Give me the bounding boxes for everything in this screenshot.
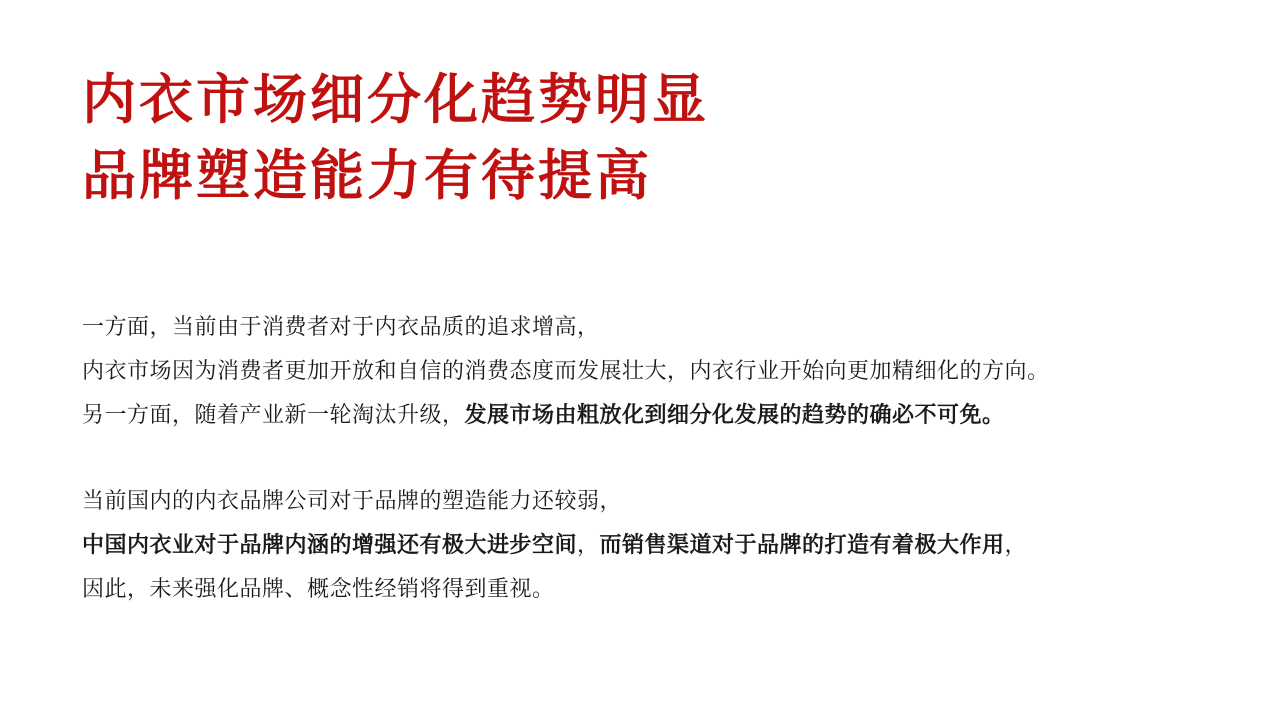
text-segment: ， bbox=[1004, 532, 1028, 557]
paragraph-market-trend bbox=[82, 305, 1050, 437]
title-line-1: 内衣市场细分化趋势明显 bbox=[82, 70, 709, 130]
text-segment: 另一方面，随着产业新一轮淘汰升级， bbox=[82, 402, 465, 427]
text-line bbox=[82, 479, 1027, 523]
text-segment: 内衣市场因为消费者更加开放和自信的消费态度而发展壮大，内衣行业开始向更加精细化的方向。 bbox=[82, 358, 1050, 383]
slide-title bbox=[82, 62, 709, 214]
text-segment: 当前国内的内衣品牌公司对于品牌的塑造能力还较弱， bbox=[82, 488, 623, 513]
text-segment-emphasis: 中国内衣业对于品牌内涵的增强还有极大进步空间 bbox=[82, 532, 578, 557]
text-segment: 因此，未来强化品牌、概念性经销将得到重视。 bbox=[82, 576, 555, 601]
paragraph-brand-building bbox=[82, 479, 1027, 611]
text-line bbox=[82, 523, 1027, 567]
text-line bbox=[82, 305, 1050, 349]
text-segment-emphasis: 而销售渠道对于品牌的打造有着极大作用 bbox=[599, 532, 1005, 557]
title-line-2: 品牌塑造能力有待提高 bbox=[82, 146, 652, 206]
text-line bbox=[82, 567, 1027, 611]
text-segment-emphasis: 发展市场由粗放化到细分化发展的趋势的确必不可免。 bbox=[464, 402, 1005, 427]
text-line bbox=[82, 393, 1050, 437]
text-segment: 一方面，当前由于消费者对于内衣品质的追求增高， bbox=[82, 314, 600, 339]
text-segment: ， bbox=[577, 532, 600, 557]
text-line bbox=[82, 349, 1050, 393]
